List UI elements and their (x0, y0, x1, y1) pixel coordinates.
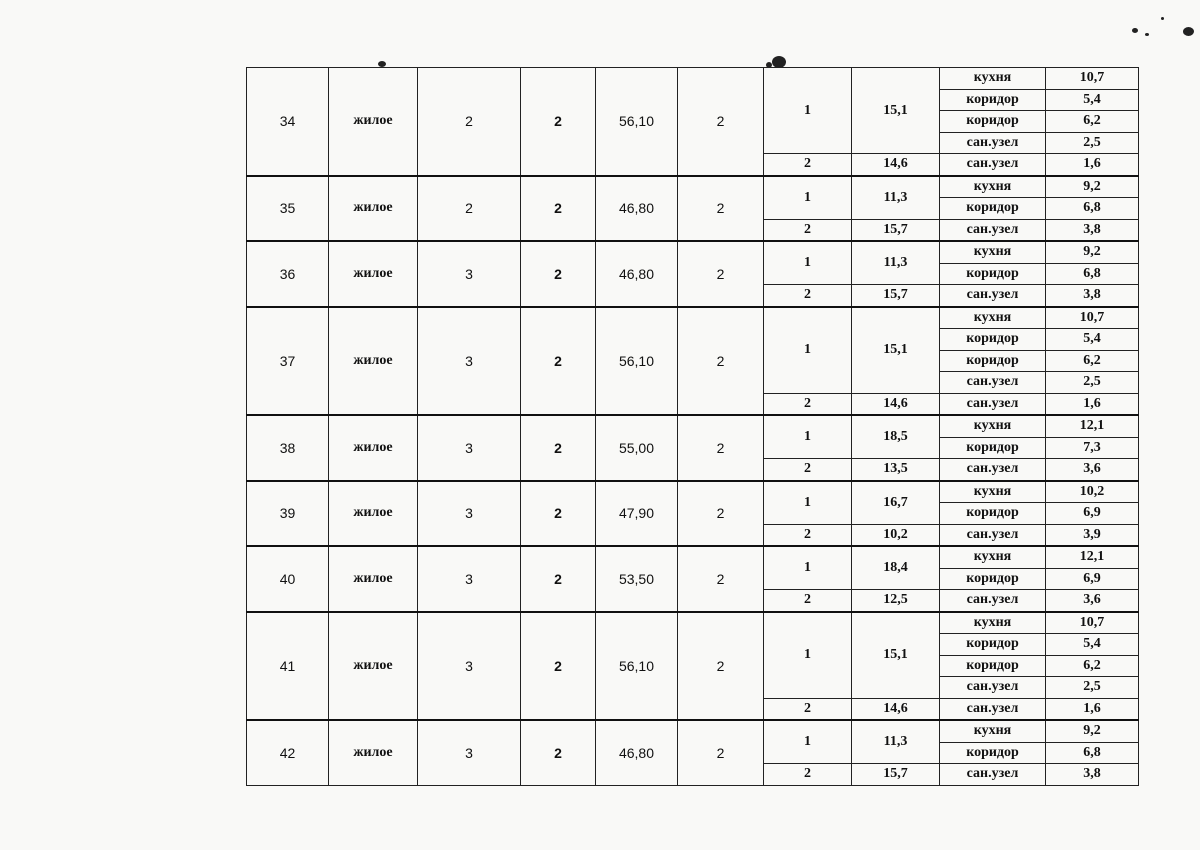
aux-room-area: 1,6 (1046, 698, 1139, 720)
living-room-number: 1 (764, 720, 852, 764)
aux-room-name: кухня (940, 720, 1046, 742)
column-six-value: 2 (678, 415, 764, 481)
total-area: 46,80 (596, 176, 678, 242)
rooms-count: 2 (521, 720, 596, 785)
rooms-count: 2 (521, 241, 596, 307)
floor-cell: 3 (418, 307, 521, 416)
column-six-value: 2 (678, 68, 764, 176)
living-room-area: 15,1 (852, 612, 940, 699)
apartment-number: 36 (247, 241, 329, 307)
apartment-block (247, 415, 1139, 481)
usage-type: жилое (329, 68, 418, 176)
living-room-area: 12,5 (852, 590, 940, 612)
aux-room-name: кухня (940, 307, 1046, 329)
apartment-number: 34 (247, 68, 329, 176)
apartment-block (247, 241, 1139, 307)
table-row (247, 720, 1139, 742)
total-area: 56,10 (596, 612, 678, 721)
living-room-area: 18,4 (852, 546, 940, 590)
aux-room-name: кухня (940, 68, 1046, 90)
rooms-count: 2 (521, 307, 596, 416)
living-room-area: 11,3 (852, 176, 940, 220)
aux-room-area: 7,3 (1046, 437, 1139, 459)
aux-room-area: 5,4 (1046, 634, 1139, 656)
aux-room-name: сан.узел (940, 698, 1046, 720)
aux-room-area: 3,9 (1046, 524, 1139, 546)
column-six-value: 2 (678, 307, 764, 416)
living-room-number: 2 (764, 154, 852, 176)
apartment-block (247, 68, 1139, 176)
usage-type: жилое (329, 415, 418, 481)
table-row (247, 68, 1139, 90)
aux-room-name: сан.узел (940, 372, 1046, 394)
apartment-block (247, 612, 1139, 721)
table-row (247, 546, 1139, 568)
aux-room-area: 10,2 (1046, 481, 1139, 503)
table-row (247, 612, 1139, 634)
table-row (247, 415, 1139, 437)
aux-room-area: 6,9 (1046, 568, 1139, 590)
living-room-number: 1 (764, 612, 852, 699)
apartment-block (247, 481, 1139, 547)
aux-room-area: 3,8 (1046, 219, 1139, 241)
living-room-number: 2 (764, 590, 852, 612)
total-area: 55,00 (596, 415, 678, 481)
living-room-number: 1 (764, 241, 852, 285)
living-room-area: 18,5 (852, 415, 940, 459)
scan-speck (1132, 28, 1138, 33)
aux-room-area: 6,2 (1046, 350, 1139, 372)
apartment-block (247, 720, 1139, 785)
aux-room-name: коридор (940, 503, 1046, 525)
apartment-number: 41 (247, 612, 329, 721)
scan-speck (1183, 27, 1194, 36)
living-room-area: 11,3 (852, 241, 940, 285)
living-room-area: 11,3 (852, 720, 940, 764)
living-room-number: 1 (764, 481, 852, 525)
floor-cell: 3 (418, 546, 521, 612)
aux-room-name: коридор (940, 568, 1046, 590)
aux-room-name: кухня (940, 415, 1046, 437)
aux-room-area: 12,1 (1046, 415, 1139, 437)
living-room-area: 15,1 (852, 68, 940, 154)
aux-room-name: коридор (940, 111, 1046, 133)
aux-room-name: коридор (940, 198, 1046, 220)
living-room-area: 14,6 (852, 393, 940, 415)
aux-room-area: 6,2 (1046, 655, 1139, 677)
aux-room-name: кухня (940, 241, 1046, 263)
column-six-value: 2 (678, 176, 764, 242)
aux-room-area: 6,9 (1046, 503, 1139, 525)
aux-room-name: коридор (940, 89, 1046, 111)
aux-room-area: 9,2 (1046, 720, 1139, 742)
living-room-number: 1 (764, 68, 852, 154)
aux-room-area: 6,2 (1046, 111, 1139, 133)
aux-room-area: 6,8 (1046, 198, 1139, 220)
table-row (247, 176, 1139, 198)
total-area: 46,80 (596, 720, 678, 785)
aux-room-name: кухня (940, 546, 1046, 568)
aux-room-name: сан.узел (940, 154, 1046, 176)
column-six-value: 2 (678, 546, 764, 612)
aux-room-area: 5,4 (1046, 89, 1139, 111)
aux-room-area: 10,7 (1046, 68, 1139, 90)
apartment-number: 42 (247, 720, 329, 785)
scan-speck (1145, 33, 1149, 36)
aux-room-area: 10,7 (1046, 307, 1139, 329)
rooms-count: 2 (521, 415, 596, 481)
aux-room-area: 3,6 (1046, 590, 1139, 612)
living-room-area: 14,6 (852, 154, 940, 176)
total-area: 53,50 (596, 546, 678, 612)
apartment-block (247, 307, 1139, 416)
floor-cell: 3 (418, 415, 521, 481)
rooms-count: 2 (521, 176, 596, 242)
aux-room-name: сан.узел (940, 219, 1046, 241)
floor-cell: 3 (418, 481, 521, 547)
living-room-number: 1 (764, 176, 852, 220)
aux-room-name: сан.узел (940, 677, 1046, 699)
living-room-number: 2 (764, 698, 852, 720)
total-area: 46,80 (596, 241, 678, 307)
apartment-block (247, 546, 1139, 612)
aux-room-area: 10,7 (1046, 612, 1139, 634)
aux-room-name: коридор (940, 437, 1046, 459)
living-room-number: 1 (764, 415, 852, 459)
usage-type: жилое (329, 241, 418, 307)
aux-room-name: кухня (940, 481, 1046, 503)
living-room-area: 15,7 (852, 285, 940, 307)
aux-room-name: сан.узел (940, 459, 1046, 481)
living-room-number: 1 (764, 546, 852, 590)
aux-room-area: 5,4 (1046, 329, 1139, 351)
living-room-number: 2 (764, 524, 852, 546)
rooms-count: 2 (521, 68, 596, 176)
aux-room-area: 9,2 (1046, 241, 1139, 263)
aux-room-area: 3,8 (1046, 764, 1139, 786)
apartment-table (246, 67, 1139, 786)
living-room-area: 15,7 (852, 764, 940, 786)
living-room-area: 15,7 (852, 219, 940, 241)
aux-room-name: коридор (940, 634, 1046, 656)
aux-room-name: сан.узел (940, 393, 1046, 415)
apartment-number: 39 (247, 481, 329, 547)
column-six-value: 2 (678, 241, 764, 307)
aux-room-area: 6,8 (1046, 742, 1139, 764)
living-room-area: 15,1 (852, 307, 940, 394)
living-room-area: 14,6 (852, 698, 940, 720)
aux-room-area: 6,8 (1046, 263, 1139, 285)
living-room-number: 2 (764, 219, 852, 241)
aux-room-area: 1,6 (1046, 393, 1139, 415)
aux-room-area: 1,6 (1046, 154, 1139, 176)
floor-cell: 3 (418, 241, 521, 307)
aux-room-area: 3,8 (1046, 285, 1139, 307)
living-room-area: 13,5 (852, 459, 940, 481)
table-row (247, 307, 1139, 329)
usage-type: жилое (329, 307, 418, 416)
aux-room-area: 2,5 (1046, 677, 1139, 699)
aux-room-name: сан.узел (940, 590, 1046, 612)
rooms-count: 2 (521, 546, 596, 612)
aux-room-name: коридор (940, 263, 1046, 285)
usage-type: жилое (329, 481, 418, 547)
column-six-value: 2 (678, 481, 764, 547)
rooms-count: 2 (521, 481, 596, 547)
column-six-value: 2 (678, 612, 764, 721)
apartment-number: 37 (247, 307, 329, 416)
living-room-number: 2 (764, 764, 852, 786)
living-room-number: 2 (764, 285, 852, 307)
living-room-number: 2 (764, 393, 852, 415)
aux-room-name: кухня (940, 176, 1046, 198)
aux-room-area: 12,1 (1046, 546, 1139, 568)
aux-room-area: 9,2 (1046, 176, 1139, 198)
aux-room-area: 2,5 (1046, 132, 1139, 154)
aux-room-name: кухня (940, 612, 1046, 634)
aux-room-name: коридор (940, 350, 1046, 372)
total-area: 47,90 (596, 481, 678, 547)
living-room-area: 16,7 (852, 481, 940, 525)
aux-room-name: сан.узел (940, 764, 1046, 786)
scan-speck (1161, 17, 1164, 20)
usage-type: жилое (329, 176, 418, 242)
aux-room-name: сан.узел (940, 132, 1046, 154)
apartment-number: 38 (247, 415, 329, 481)
aux-room-area: 3,6 (1046, 459, 1139, 481)
total-area: 56,10 (596, 307, 678, 416)
apartment-number: 35 (247, 176, 329, 242)
living-room-area: 10,2 (852, 524, 940, 546)
usage-type: жилое (329, 720, 418, 785)
living-room-number: 1 (764, 307, 852, 394)
aux-room-name: коридор (940, 742, 1046, 764)
floor-cell: 2 (418, 176, 521, 242)
floor-cell: 2 (418, 68, 521, 176)
aux-room-name: сан.узел (940, 285, 1046, 307)
aux-room-area: 2,5 (1046, 372, 1139, 394)
total-area: 56,10 (596, 68, 678, 176)
table-row (247, 481, 1139, 503)
living-room-number: 2 (764, 459, 852, 481)
usage-type: жилое (329, 612, 418, 721)
floor-cell: 3 (418, 612, 521, 721)
usage-type: жилое (329, 546, 418, 612)
rooms-count: 2 (521, 612, 596, 721)
aux-room-name: коридор (940, 655, 1046, 677)
column-six-value: 2 (678, 720, 764, 785)
aux-room-name: сан.узел (940, 524, 1046, 546)
aux-room-name: коридор (940, 329, 1046, 351)
table-row (247, 241, 1139, 263)
apartment-number: 40 (247, 546, 329, 612)
apartment-block (247, 176, 1139, 242)
floor-cell: 3 (418, 720, 521, 785)
